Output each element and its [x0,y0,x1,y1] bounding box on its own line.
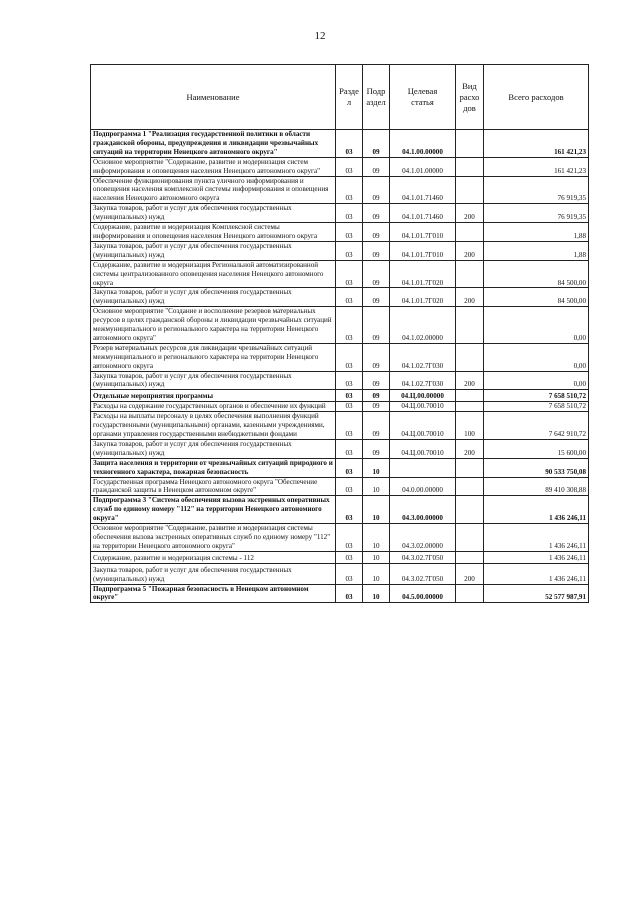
cell-total: 1,88 [484,241,589,260]
cell-total: 84 500,00 [484,260,589,288]
cell-total: 1,88 [484,223,589,242]
cell-vid [456,343,484,371]
cell-statya: 04.3.02.7Г050 [390,563,456,584]
cell-statya: 04.3.02.00000 [390,524,456,552]
cell-podrazdel: 09 [363,260,390,288]
cell-name: Закупка товаров, работ и услуг для обеспечения государственных (муниципальных) нужд [91,288,336,307]
cell-razdel: 03 [336,496,363,524]
cell-total: 1 436 246,11 [484,551,589,563]
table-row [91,204,589,223]
cell-total: 52 577 987,91 [484,584,589,603]
cell-total: 7 658 510,72 [484,402,589,412]
cell-total: 76 919,35 [484,204,589,223]
cell-total: 1 436 246,11 [484,496,589,524]
cell-statya: 04.1.01.7Г010 [390,241,456,260]
cell-total: 161 421,23 [484,157,589,176]
cell-statya: 04.1.01.71460 [390,204,456,223]
table-row [91,496,589,524]
cell-name: Расходы на содержание государственных органов и обеспечение их функций [91,402,336,412]
cell-statya: 04.Ц.00.70010 [390,439,456,458]
cell-podrazdel: 10 [363,551,390,563]
table-body [91,130,589,603]
cell-statya: 04.3.02.7Г050 [390,551,456,563]
budget-table [90,64,589,603]
cell-vid [456,524,484,552]
cell-statya: 04.1.02.00000 [390,307,456,344]
cell-podrazdel: 09 [363,204,390,223]
cell-podrazdel: 09 [363,412,390,440]
cell-name: Государственная программа Ненецкого автономного округа "Обеспечение гражданской защиты в Ненецком автономном округе" [91,477,336,496]
header-razdel: Разде л [336,65,363,130]
cell-statya [390,458,456,477]
cell-podrazdel: 09 [363,241,390,260]
cell-razdel: 03 [336,412,363,440]
cell-statya: 04.Ц.00.00000 [390,390,456,402]
table-row [91,288,589,307]
cell-vid: 200 [456,241,484,260]
cell-statya: 04.1.00.00000 [390,130,456,158]
cell-vid: 200 [456,204,484,223]
cell-podrazdel: 09 [363,371,390,390]
cell-podrazdel: 09 [363,223,390,242]
cell-vid [456,157,484,176]
cell-razdel: 03 [336,402,363,412]
cell-podrazdel: 09 [363,402,390,412]
cell-podrazdel: 09 [363,288,390,307]
table-row [91,260,589,288]
table-row [91,371,589,390]
cell-vid [456,176,484,204]
cell-vid: 200 [456,371,484,390]
cell-name: Содержание, развитие и модернизация Комплексной системы информирования и оповещения населения Ненецкого автономного округа [91,223,336,242]
cell-name: Закупка товаров, работ и услуг для обеспечения государственных (муниципальных) нужд [91,563,336,584]
cell-podrazdel: 09 [363,157,390,176]
cell-total: 84 500,00 [484,288,589,307]
cell-razdel: 03 [336,288,363,307]
table-row [91,584,589,603]
cell-name: Закупка товаров, работ и услуг для обеспечения государственных (муниципальных) нужд [91,204,336,223]
table-row [91,524,589,552]
cell-vid [456,584,484,603]
table-row [91,439,589,458]
cell-razdel: 03 [336,223,363,242]
table-row [91,176,589,204]
cell-podrazdel: 09 [363,307,390,344]
cell-razdel: 03 [336,241,363,260]
cell-vid [456,390,484,402]
cell-vid [456,402,484,412]
table-row [91,458,589,477]
cell-statya: 04.1.01.71460 [390,176,456,204]
cell-statya: 04.5.00.00000 [390,584,456,603]
cell-total: 0,00 [484,371,589,390]
table-row [91,343,589,371]
cell-razdel: 03 [336,307,363,344]
cell-vid: 200 [456,288,484,307]
cell-name: Отдельные мероприятия программы [91,390,336,402]
table-row [91,563,589,584]
cell-total: 0,00 [484,307,589,344]
cell-total: 1 436 246,11 [484,524,589,552]
header-vid: Вид расхо дов [456,65,484,130]
cell-total: 90 533 750,08 [484,458,589,477]
cell-statya: 04.3.00.00000 [390,496,456,524]
table-row [91,157,589,176]
cell-name: Обеспечение функционирования пункта уличного информирования и оповещения населения комплексной системы информирования и оповещения населения Ненецкого автономного округа [91,176,336,204]
cell-name: Содержание, развитие и модернизация системы - 112 [91,551,336,563]
cell-total: 7 642 910,72 [484,412,589,440]
cell-podrazdel: 09 [363,176,390,204]
cell-statya: 04.1.01.7Г010 [390,223,456,242]
cell-razdel: 03 [336,130,363,158]
cell-statya: 04.1.01.7Г020 [390,288,456,307]
cell-statya: 04.Ц.00.70010 [390,412,456,440]
cell-razdel: 03 [336,176,363,204]
cell-podrazdel: 09 [363,130,390,158]
cell-podrazdel: 10 [363,477,390,496]
cell-name: Защита населения и территории от чрезвычайных ситуаций природного и техногенного характера, пожарная безопасность [91,458,336,477]
cell-total: 161 421,23 [484,130,589,158]
cell-podrazdel: 09 [363,343,390,371]
cell-vid: 100 [456,412,484,440]
cell-name: Подпрограмма 1 "Реализация государственной политики в области гражданской обороны, предупреждения и ликвидации чрезвычайных ситуаций на территории Ненецкого автономного округа" [91,130,336,158]
cell-name: Закупка товаров, работ и услуг для обеспечения государственных (муниципальных) нужд [91,241,336,260]
cell-podrazdel: 09 [363,439,390,458]
table-row [91,223,589,242]
cell-name: Закупка товаров, работ и услуг для обеспечения государственных (муниципальных) нужд [91,439,336,458]
cell-vid [456,496,484,524]
cell-razdel: 03 [336,439,363,458]
table-header-row [91,65,589,130]
cell-statya: 04.Ц.00.70010 [390,402,456,412]
header-statya: Целевая статья [390,65,456,130]
table-row [91,130,589,158]
table-row [91,307,589,344]
cell-razdel: 03 [336,458,363,477]
cell-statya: 04.1.01.7Г020 [390,260,456,288]
table-row [91,402,589,412]
cell-total: 76 919,35 [484,176,589,204]
cell-razdel: 03 [336,477,363,496]
cell-razdel: 03 [336,204,363,223]
cell-podrazdel: 10 [363,496,390,524]
cell-name: Основное мероприятие "Содержание, развитие и модернизация систем информирования и оповещения населения Ненецкого автономного округа" [91,157,336,176]
cell-total: 15 600,00 [484,439,589,458]
cell-total: 7 658 510,72 [484,390,589,402]
table-row [91,412,589,440]
cell-vid: 200 [456,563,484,584]
table-row [91,551,589,563]
cell-vid [456,458,484,477]
cell-vid: 200 [456,439,484,458]
page-number: 12 [314,30,326,42]
cell-razdel: 03 [336,390,363,402]
cell-podrazdel: 10 [363,524,390,552]
cell-razdel: 03 [336,157,363,176]
header-total: Всего расходов [484,65,589,130]
cell-name: Закупка товаров, работ и услуг для обеспечения государственных (муниципальных) нужд [91,371,336,390]
cell-statya: 04.1.01.00000 [390,157,456,176]
cell-podrazdel: 10 [363,563,390,584]
cell-razdel: 03 [336,563,363,584]
cell-vid [456,130,484,158]
cell-statya: 04.0.00.00000 [390,477,456,496]
cell-razdel: 03 [336,371,363,390]
cell-vid [456,223,484,242]
cell-name: Содержание, развитие и модернизация Региональной автоматизированной системы централизованного оповещения населения Ненецкого автономного округа [91,260,336,288]
table-row [91,241,589,260]
cell-total: 0,00 [484,343,589,371]
cell-vid [456,307,484,344]
cell-podrazdel: 10 [363,584,390,603]
cell-name: Подпрограмма 5 "Пожарная безопасность в Ненецком автономном округе" [91,584,336,603]
header-name: Наименование [91,65,336,130]
cell-podrazdel: 09 [363,390,390,402]
cell-razdel: 03 [336,524,363,552]
cell-name: Основное мероприятие "Содержание, развитие и модернизация системы обеспечения вызова экстренных оперативных служб по единому номеру "112" на территории Ненецкого автономного округа" [91,524,336,552]
cell-name: Основное мероприятие "Создание и восполнение резервов материальных ресурсов в целях гражданской обороны и ликвидации чрезвычайных ситуаций межмуниципального и регионального характера на территории Ненецкого автономного округа" [91,307,336,344]
cell-total: 89 410 308,88 [484,477,589,496]
cell-razdel: 03 [336,584,363,603]
cell-name: Подпрограмма 3 "Система обеспечения вызова экстренных оперативных служб по единому номеру "112" на территории Ненецкого автономного округа" [91,496,336,524]
cell-total: 1 436 246,11 [484,563,589,584]
header-podrazdel: Подр аздел [363,65,390,130]
cell-statya: 04.1.02.7Г030 [390,343,456,371]
table-row [91,390,589,402]
cell-razdel: 03 [336,551,363,563]
cell-vid [456,477,484,496]
cell-name: Резерв материальных ресурсов для ликвидации чрезвычайных ситуаций межмуниципального и регионального характера на территории Ненецкого автономного округа [91,343,336,371]
cell-vid [456,260,484,288]
cell-podrazdel: 10 [363,458,390,477]
table-row [91,477,589,496]
cell-razdel: 03 [336,343,363,371]
cell-statya: 04.1.02.7Г030 [390,371,456,390]
cell-razdel: 03 [336,260,363,288]
cell-vid [456,551,484,563]
cell-name: Расходы на выплаты персоналу в целях обеспечения выполнения функций государственными (муниципальными) органами, казенными учреждениями, органами управления государственными внебюджетными фондами [91,412,336,440]
